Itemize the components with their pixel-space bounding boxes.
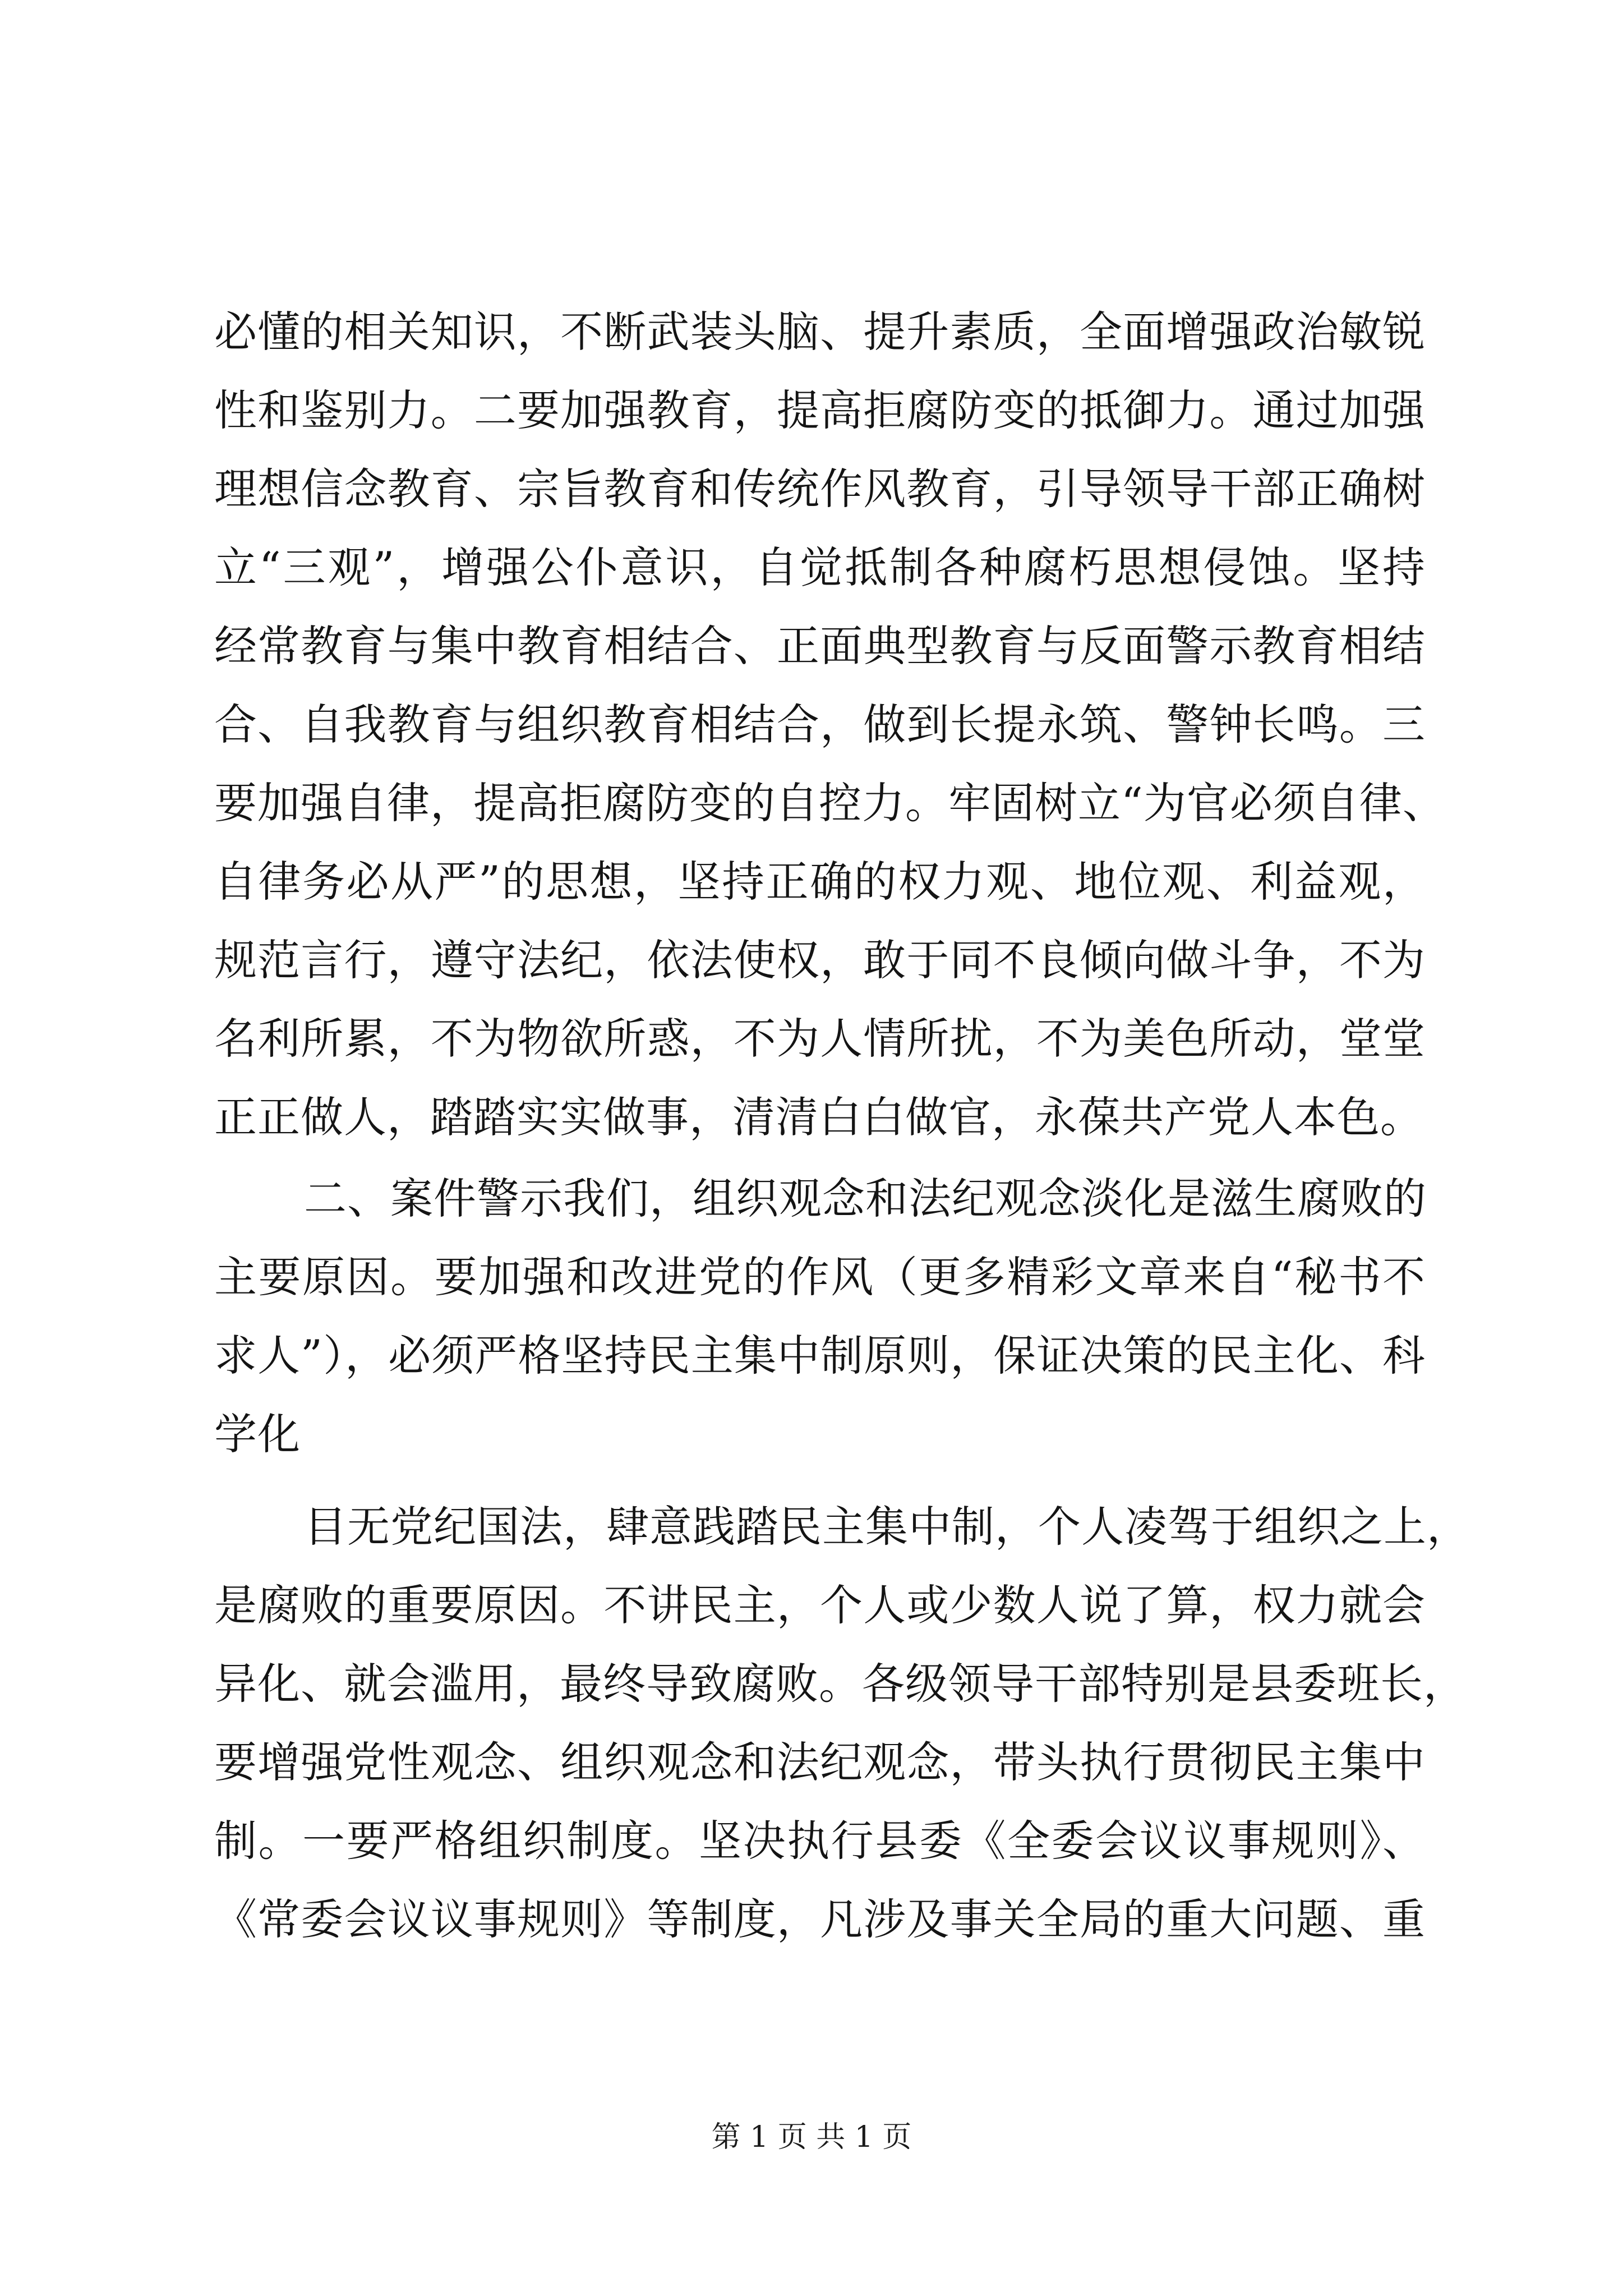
text-line: 必懂的相关知识，不断武装头脑、提升素质，全面增强政治敏锐 — [214, 307, 1426, 357]
text-line: 自律务必从严”的思想，坚持正确的权力观、地位观、利益观， — [214, 857, 1426, 907]
text-line: 性和鉴别力。二要加强教育，提高拒腐防变的抵御力。通过加强 — [214, 385, 1426, 435]
text-line: 学化 — [214, 1409, 301, 1459]
page-number-footer: 第 1 页 共 1 页 — [711, 2120, 912, 2154]
text-line: 立“三观”，增强公仆意识，自觉抵制各种腐朽思想侵蚀。坚持 — [214, 542, 1426, 592]
text-line: 正正做人，踏踏实实做事，清清白白做官，永葆共产党人本色。 — [214, 1092, 1423, 1142]
text-line: 《常委会议议事规则》等制度，凡涉及事关全局的重大问题、重 — [214, 1894, 1426, 1944]
paragraph-start-line: 目无党纪国法，肆意践踏民主集中制，个人凌驾于组织之上， — [304, 1502, 1470, 1552]
paragraph-heading-line: 二、案件警示我们，组织观念和法纪观念淡化是滋生腐败的 — [304, 1174, 1427, 1223]
text-line: 名利所累，不为物欲所惑，不为人情所扰，不为美色所动，堂堂 — [214, 1014, 1426, 1064]
text-line: 求人”），必须严格坚持民主集中制原则，保证决策的民主化、科 — [214, 1331, 1426, 1381]
text-line: 规范言行，遵守法纪，依法使权，敢于同不良倾向做斗争，不为 — [214, 935, 1426, 985]
text-line: 要加强自律，提高拒腐防变的自控力。牢固树立“为官必须自律、 — [214, 778, 1446, 828]
text-line: 合、自我教育与组织教育相结合，做到长提永筑、警钟长鸣。三 — [214, 700, 1426, 749]
text-line: 主要原因。要加强和改进党的作风（更多精彩文章来自“秘书不 — [214, 1252, 1426, 1302]
text-line: 制。一要严格组织制度。坚决执行县委《全委会议议事规则》、 — [214, 1816, 1426, 1866]
text-line: 要增强党性观念、组织观念和法纪观念，带头执行贯彻民主集中 — [214, 1737, 1426, 1787]
text-line: 是腐败的重要原因。不讲民主，个人或少数人说了算，权力就会 — [214, 1580, 1426, 1630]
text-line: 异化、就会滥用，最终导致腐败。各级领导干部特别是县委班长， — [214, 1659, 1467, 1709]
text-line: 经常教育与集中教育相结合、正面典型教育与反面警示教育相结 — [214, 621, 1426, 671]
text-line: 理想信念教育、宗旨教育和传统作风教育，引导领导干部正确树 — [214, 464, 1426, 514]
